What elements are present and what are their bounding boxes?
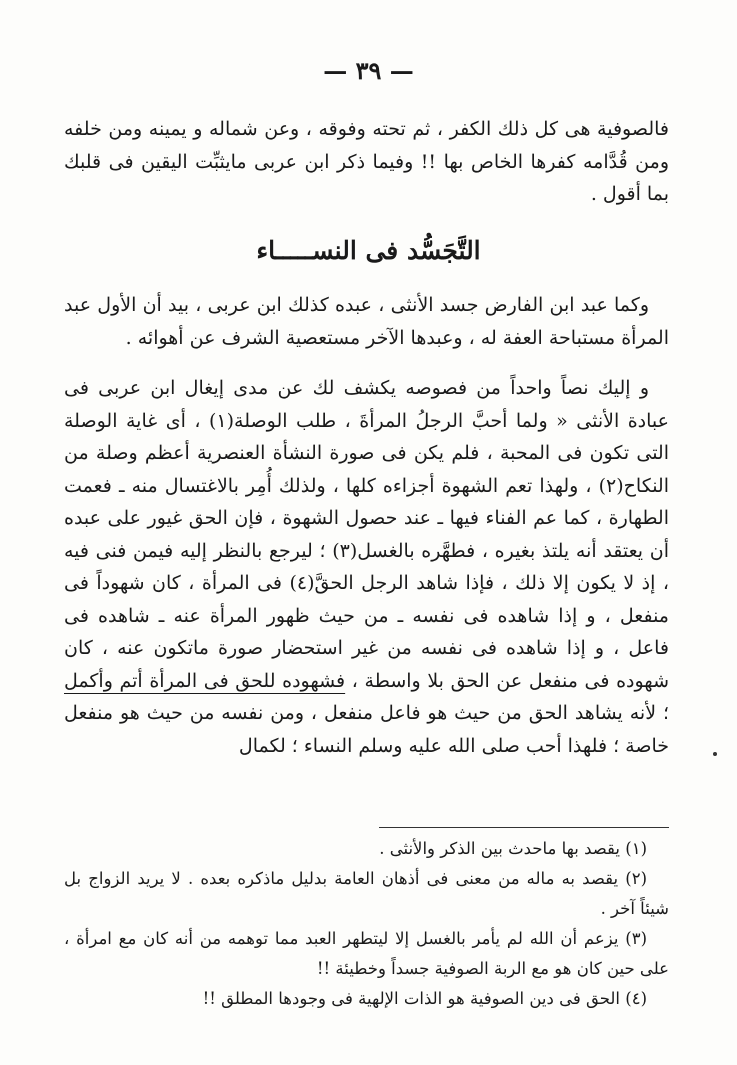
quotation-main: و إليك نصاً واحداً من فصوصه يكشف لك عن مدى إيغال ابن عربى فى عبادة الأنثى « ولما أحبَّ الرجلُ المرأةَ ، طلب الوصلة(١) ، أى غاية الوصلة التى تكون فى المحبة ، فلم يكن فى صورة النشأة العنصرية أعظم وصلة من النكاح(٢) ، ولهذا تعم الشهوة أجزاءه كلها ، ولذلك أُمِر بالاغتسال منه ـ فعمت الطهارة ، كما عم الفناء فيها ـ عند حصول الشهوة ، فإن الحق غيور على عبده أن يعتقد أنه يلتذ بغيره ، فطهَّره بالغسل(٣) ؛ ليرجع بالنظر إليه فيمن فنى فيه ، إذ لا يكون إلا ذلك ، فإذا شاهد الرجل الحقَّ(٤) فى المرأة ، كان شهوداً فى منفعل ، و إذا شاهده فى نفسه ـ من حيث ظهور المرأة عنه ـ شاهده فى فاعل ، و إذا شاهده فى نفسه من غير استحضار صورة ماتكون عنه ، كان شهوده فى منفعل عن الحق بلا واسطة ، [64, 377, 669, 692]
paragraph-intro-text: فالصوفية هى كل ذلك الكفر ، ثم تحته وفوقه ، وعن شماله و يمينه ومن خلفه ومن قُدَّامه كفرها الخاص بها !! وفيما ذكر ابن عربى مايثبِّت اليقين فى قلبك بما أقول . [64, 118, 669, 205]
quotation-end: ؛ لأنه يشاهد الحق من حيث هو فاعل منفعل ، ومن نفسه من حيث هو منفعل خاصة ؛ فلهذا أحب صلى الله عليه وسلم النساء ؛ لكمال [64, 702, 669, 757]
footnote-divider [379, 827, 669, 828]
paragraph-comparison-text: وكما عبد ابن الفارض جسد الأنثى ، عبده كذلك ابن عربى ، بيد أن الأول عبد المرأة مستباحة العفة له ، وعبدها الآخر مستعصية الشرف عن أهوائه . [64, 294, 669, 349]
footnote-3: (٣) يزعم أن الله لم يأمر بالغسل إلا ليتطهر العبد مما توهمه من أنه كان مع امرأة ، على حين كان هو مع الربة الصوفية جسداً وخطيئة !! [64, 929, 669, 978]
footnote-1: (١) يقصد بها ماحدث بين الذكر والأنثى . [379, 839, 647, 858]
footnote-2: (٢) يقصد به ماله من معنى فى أذهان العامة بدليل ماذكره بعده . لا يريد الزواج بل شيئاً آخر . [64, 869, 669, 918]
section-heading: التَّجَسُّد فى النســـــاء [256, 236, 481, 265]
paragraph-quotation-text [64, 372, 669, 762]
margin-dot [713, 752, 717, 756]
paragraph-comparison [64, 289, 669, 354]
quotation-underlined-phrase: فشهوده للحق فى المرأة أتم وأكمل [64, 669, 346, 692]
footnote-4: (٤) الحق فى دين الصوفية هو الذات الإلهية فى وجودها المطلق !! [202, 989, 647, 1008]
paragraph-intro [64, 113, 669, 211]
paragraph-quotation [64, 372, 669, 762]
footnotes [64, 834, 669, 1014]
page-number: — ٣٩ — [323, 56, 414, 85]
